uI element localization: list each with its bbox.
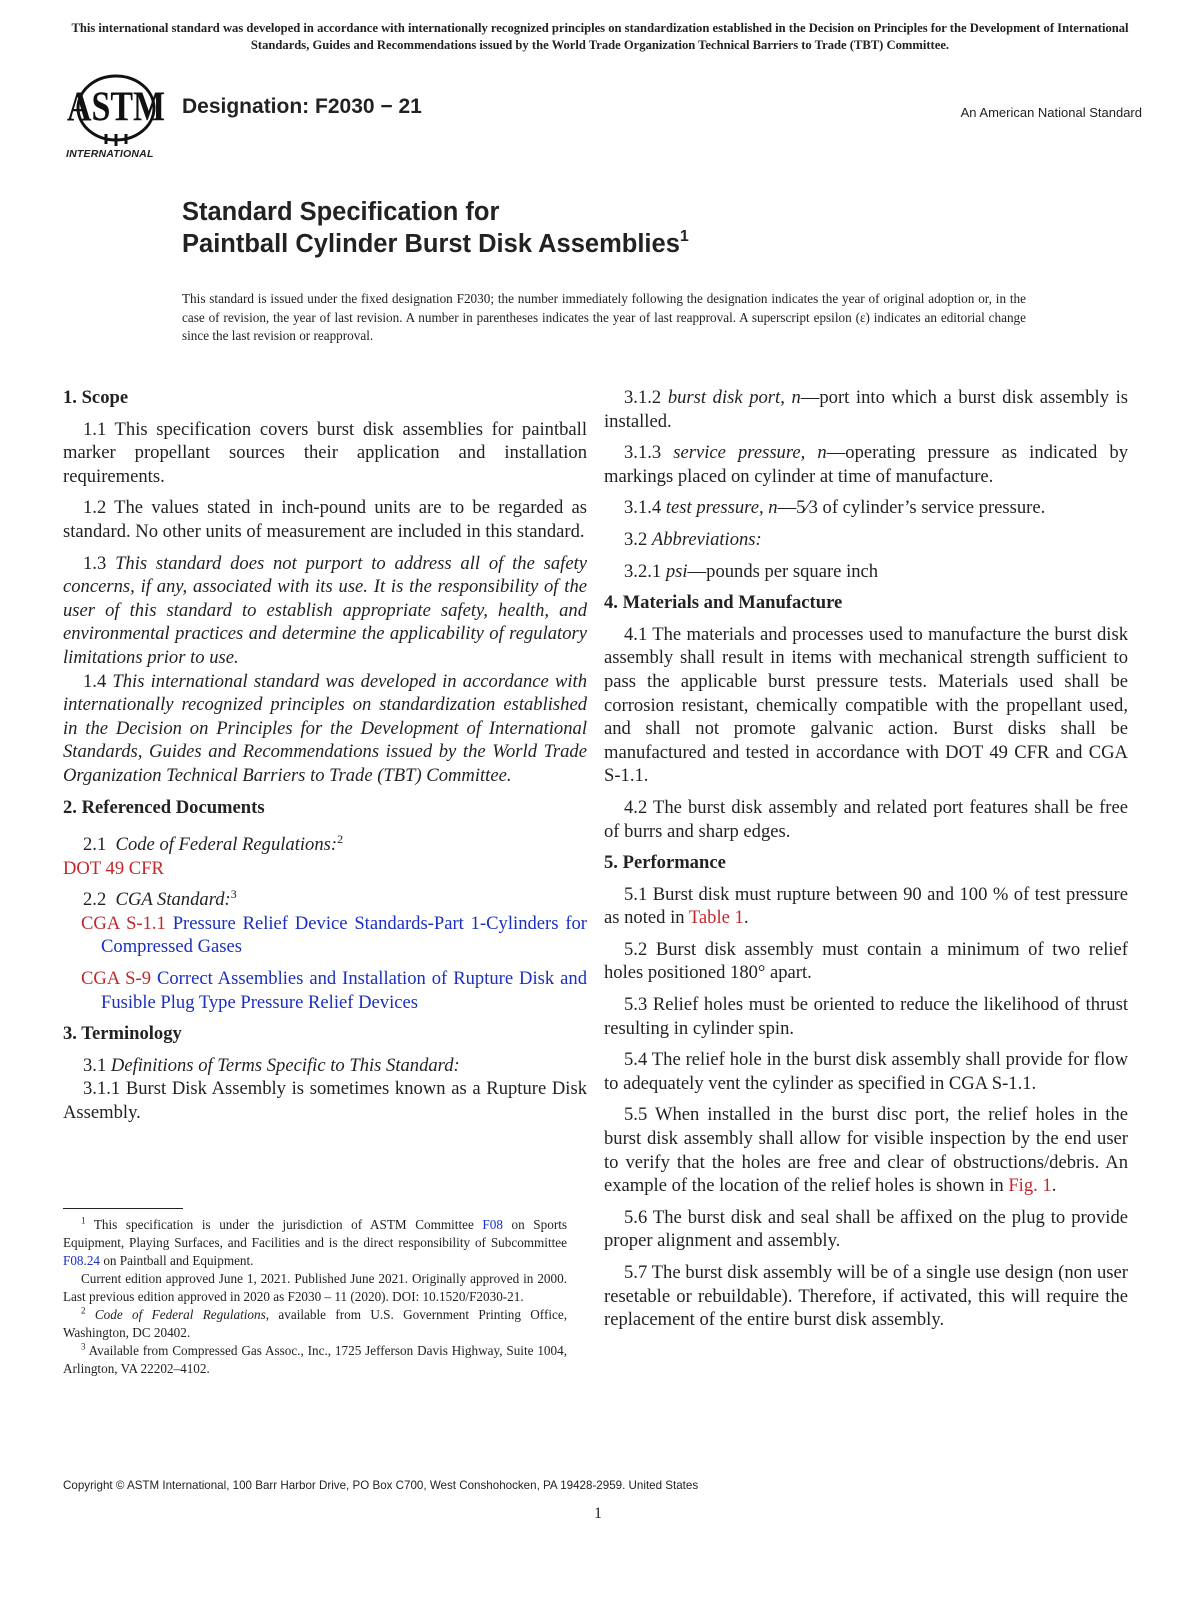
fig-1-link[interactable]: Fig. 1 — [1008, 1175, 1052, 1197]
title-footnote-mark: 1 — [679, 227, 689, 245]
para-5-6: 5.6 The burst disk and seal shall be affixed on the plug to provide proper alignment and assembly. — [604, 1206, 1128, 1252]
para-2-1: 2.1 Code of Federal Regulations:$^2$ — [83, 831, 344, 856]
footnotes — [63, 1216, 567, 1378]
dot-49-cfr-link[interactable]: DOT 49 CFR — [63, 857, 164, 879]
edition-note: Current edition approved June 1, 2021. Published June 2021. Originally approved in 2000. Last previous edition approved in 2020 as F2030 – 11 (2020). DOI: 10.1520/F2030-21. — [63, 1271, 567, 1304]
ref-cga-s-9[interactable]: CGA S-9 Correct Assemblies and Installation of Rupture Disk and Fusible Plug Type Pressure Relief Devices — [81, 968, 587, 1013]
section-performance-heading: 5. Performance — [604, 852, 726, 874]
title-text: Paintball Cylinder Burst Disk Assemblies — [182, 230, 680, 258]
ref-cga-s-1-1[interactable]: CGA S-1.1 Pressure Relief Device Standards-Part 1-Cylinders for Compressed Gases — [81, 912, 587, 958]
copyright: Copyright © ASTM International, 100 Barr Harbor Drive, PO Box C700, West Conshohocken, PA 19428-2959. United States — [63, 1479, 699, 1492]
para-3-1: 3.1 Definitions of Terms Specific to This Standard: — [83, 1054, 460, 1076]
section-materials-heading: 4. Materials and Manufacture — [604, 592, 843, 614]
section-terminology-heading: 3. Terminology — [63, 1023, 182, 1045]
section-referenced-heading: 2. Referenced Documents — [63, 796, 265, 818]
para-5-2: 5.2 Burst disk assembly must contain a minimum of two relief holes positioned 180° apart. — [604, 938, 1128, 984]
issue-note: This standard is issued under the fixed designation F2030; the number immediately following the designation indicates the year of original adoption or, in the case of revision, the year of last revision. A number in parentheses indicates the year of last reapproval. A superscript epsilon (ε) indicates an editorial change since the last revision or reapproval. — [182, 291, 1026, 344]
para-2-2: 2.2 CGA Standard:$^3$ — [83, 887, 237, 911]
footnote-rule — [63, 1208, 183, 1209]
para-3-1-2: 3.1.2 burst disk port, n—port into which a burst disk assembly is installed. — [604, 387, 1129, 432]
svg-text:ASTM: ASTM — [66, 84, 166, 131]
footnote-1: $^1$ This specification is under the jurisdiction of ASTM Committee F08 on Sports Equipment, Playing Surfaces, and Facilities and is the direct responsibility of Subcommittee F08.24 on Paintball and Equipment. — [63, 1215, 568, 1268]
para-1-4: 1.4 This international standard was developed in accordance with internationally recognized principles on standardization established in the Decision on Principles for the Development of International Standards, Guides and Recommendations issued by the World Trade Organization Technical Barriers to Trade (TBT) Committee. — [63, 670, 587, 786]
para-3-1-3: 3.1.3 service pressure, n—operating pressure as indicated by markings placed on cylinder at time of manufacture. — [604, 442, 1128, 487]
para-5-5: 5.5 When installed in the burst disc port, the relief holes in the burst disk assembly shall allow for visible inspection by the end user to verify that the holes are free and clear of obstructions/debris. An example of the location of the relief holes is shown in Fig. 1. — [604, 1104, 1128, 1197]
para-1-3: 1.3 This standard does not purport to address all of the safety concerns, if any, associated with its use. It is the responsibility of the user of this standard to establish appropriate safety, health, and environmental practices and determine the applicability of regulatory limitations prior to use. — [63, 552, 587, 668]
para-5-7: 5.7 The burst disk assembly will be of a single use design (non user resetable or rebuildable). Therefore, if activated, this will require the replacement of the entire burst disk assembly. — [604, 1262, 1128, 1331]
para-3-2-1: 3.2.1 psi—pounds per square inch — [624, 560, 879, 582]
table-1-link[interactable]: Table 1 — [688, 907, 744, 929]
left-column — [63, 386, 587, 1133]
title-line-2 — [182, 228, 689, 260]
footnote-3: $^3$ Available from Compressed Gas Assoc., Inc., 1725 Jefferson Davis Highway, Suite 1004, Arlington, VA 22202–4102. — [63, 1341, 567, 1376]
para-5-4: 5.4 The relief hole in the burst disk assembly shall provide for flow to adequately vent the cylinder as specified in CGA S-1.1. — [604, 1049, 1128, 1094]
para-4-1: 4.1 The materials and processes used to manufacture the burst disk assembly shall result in items with mechanical strength sufficient to pass the applicable burst pressure tests. Materials used shall be corrosion resistant, chemically compatible with the propellant used, and shall not promote galvanic action. Burst disks shall be manufactured and tested in accordance with DOT 49 CFR and CGA S-1.1. — [604, 623, 1128, 787]
document-title — [182, 196, 689, 260]
footnote-2: $^2$ Code of Federal Regulations, available from U.S. Government Printing Office, Washington, DC 20402. — [63, 1305, 568, 1340]
para-5-1: 5.1 Burst disk must rupture between 90 and 100 % of test pressure as noted in Table 1. — [604, 883, 1128, 929]
para-3-2: 3.2 Abbreviations: — [624, 528, 762, 550]
national-standard-label: An American National Standard — [960, 105, 1142, 120]
para-1-1: 1.1 This specification covers burst disk assemblies for paintball marker propellant sources their application and installation requirements. — [63, 418, 587, 487]
para-5-3: 5.3 Relief holes must be oriented to reduce the likelihood of thrust resulting in cylinder spin. — [604, 994, 1128, 1039]
title-line-1: Standard Specification for — [182, 198, 500, 226]
para-3-1-1: 3.1.1 Burst Disk Assembly is sometimes known as a Rupture Disk Assembly. — [63, 1078, 587, 1124]
para-4-2: 4.2 The burst disk assembly and related port features shall be free of burrs and sharp edges. — [604, 796, 1128, 842]
right-column — [604, 386, 1128, 1340]
trade-notice: This international standard was developed in accordance with internationally recognized principles on standardization established in the Decision on Principles for the Development of International Standards, Guides and Recommendations issued by the World Trade Organization Technical Barriers to Trade (TBT) Committee. — [71, 21, 1129, 52]
astm-logo — [66, 68, 166, 164]
section-scope-heading: 1. Scope — [63, 387, 129, 408]
designation: Designation: F2030 − 21 — [182, 95, 422, 118]
link-f08-24[interactable]: F08.24 — [63, 1253, 101, 1268]
para-3-1-4: 3.1.4 test pressure, n—5⁄3 of cylinder’s service pressure. — [624, 497, 1046, 519]
para-1-2: 1.2 The values stated in inch-pound units are to be regarded as standard. No other units of measurement are included in this standard. — [63, 497, 587, 542]
link-f08[interactable]: F08 — [482, 1217, 503, 1232]
logo-label: INTERNATIONAL — [66, 148, 154, 160]
page-number: 1 — [594, 1505, 602, 1522]
